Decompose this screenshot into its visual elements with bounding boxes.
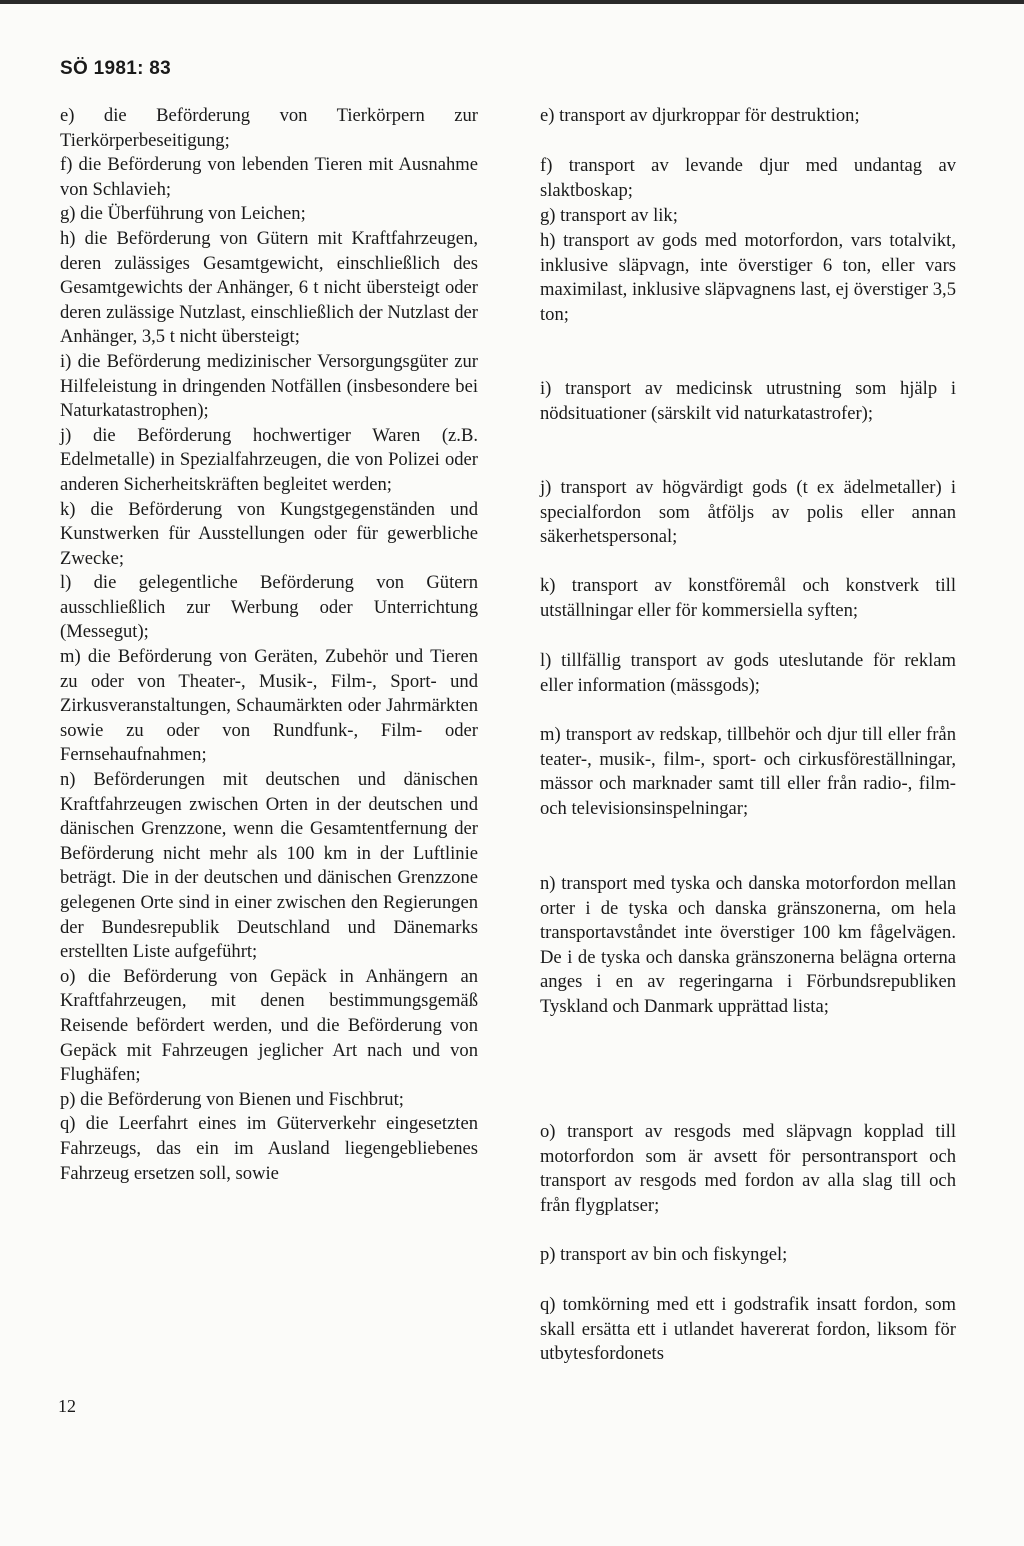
top-rule bbox=[0, 0, 1024, 4]
swedish-paragraph: n) transport med tyska och danska motorfordon mellan orter i de tyska och danska gränszonerna, om hela transportavståndet inte överstiger 100 km fågelvägen. De i de tyska och danska gränszonerna belägna orterna anges i en av regeringarna i Förbundsrepubliken Tyskland och Danmark upprättad lista; bbox=[540, 873, 956, 1017]
swedish-paragraph: q) tomkörning med ett i godstrafik insatt fordon, som skall ersätta ett i utlandet havererat fordon, liksom för utbytesfordonets bbox=[540, 1294, 956, 1365]
swedish-paragraph: j) transport av högvärdigt gods (t ex ädelmetaller) i specialfordon som åtföljs av polis eller annan säkerhetspersonal; bbox=[540, 477, 956, 548]
swedish-paragraph: h) transport av gods med motorfordon, vars totalvikt, inklusive släpvagn, inte överstiger 6 ton, eller vars maximilast, inklusive släpvagnens last, ej överstiger 3,5 ton; bbox=[540, 230, 956, 325]
german-paragraph: l) die gelegentliche Beförderung von Gütern ausschließlich zur Werbung oder Unterrichtung (Messegut); bbox=[60, 572, 478, 643]
swedish-paragraph: g) transport av lik; bbox=[540, 205, 678, 226]
page-number: 12 bbox=[58, 1396, 76, 1416]
swedish-paragraph: m) transport av redskap, tillbehör och djur till eller från teater-, musik-, film-, sport- och cirkusföreställningar, mässor och marknader samt till eller från radio-, film- och televisionsinspelningar; bbox=[540, 724, 956, 819]
german-paragraph: o) die Beförderung von Gepäck in Anhängern an Kraftfahrzeugen, mit denen bestimmungsgemäß Reisende befördert werden, und die Beförderung von Gepäck mit Fahrzeugen jeglicher Art nach und von Flughäfen; bbox=[60, 965, 478, 1086]
german-paragraph: n) Beförderungen mit deutschen und dänischen Kraftfahrzeugen zwischen Orten in der deutschen und dänischen Grenzzone, wenn die Gesamtentfernung der Beförderung nicht mehr als 100 km in der Luftlinie beträgt. Die in der deutschen und dänischen Grenzzone gelegenen Orte sind in einer zwischen den Regierungen der Bundesrepublik Deutschland und Dänemarks erstellten Liste aufgeführt; bbox=[60, 769, 478, 963]
swedish-paragraph: p) transport av bin och fiskyngel; bbox=[540, 1244, 788, 1265]
swedish-paragraph: o) transport av resgods med släpvagn kopplad till motorfordon som är avsett för persontransport och transport av resgods med fordon av alla slag till och från flygplatser; bbox=[540, 1121, 956, 1216]
swedish-column bbox=[540, 104, 956, 1404]
swedish-paragraph: f) transport av levande djur med undantag av slaktboskap; bbox=[540, 155, 956, 201]
swedish-paragraph: e) transport av djurkroppar för destruktion; bbox=[540, 105, 860, 126]
swedish-paragraph: i) transport av medicinsk utrustning som hjälp i nödsituationer (särskilt vid naturkatastrofer); bbox=[540, 378, 956, 424]
german-paragraph: g) die Überführung von Leichen; bbox=[60, 203, 306, 225]
german-paragraph: k) die Beförderung von Kungstgegenständen und Kunstwerken für Ausstellungen oder für gewerbliche Zwecke; bbox=[60, 498, 478, 569]
german-paragraph: f) die Beförderung von lebenden Tieren mit Ausnahme von Schlavieh; bbox=[60, 154, 478, 200]
german-column bbox=[60, 104, 478, 1186]
german-paragraph: m) die Beförderung von Geräten, Zubehör und Tieren zu oder von Theater-, Musik-, Film-, Sport- und Zirkusveranstaltungen, Schaumärkten oder Jahrmärkten sowie zu oder von Rundfunk-, Film- oder Fernsehaufnahmen; bbox=[60, 646, 478, 766]
german-paragraph: e) die Beförderung von Tierkörpern zur Tierkörperbeseitigung; bbox=[60, 105, 478, 151]
german-paragraph: p) die Beförderung von Bienen und Fischbrut; bbox=[60, 1088, 404, 1110]
german-paragraph: q) die Leerfahrt eines im Güterverkehr eingesetzten Fahrzeugs, das ein im Ausland liegengebliebenes Fahrzeug ersetzen soll, sowie bbox=[60, 1113, 478, 1184]
swedish-paragraph: k) transport av konstföremål och konstverk till utställningar eller för kommersiella syften; bbox=[540, 575, 956, 621]
page-header: SÖ 1981: 83 bbox=[60, 58, 172, 79]
german-paragraph: h) die Beförderung von Gütern mit Kraftfahrzeugen, deren zulässiges Gesamtgewicht, einschließlich des Gesamtgewichts der Anhänger, 6 t nicht übersteigt oder deren zulässige Nutzlast, einschließlich der Nutzlast der Anhänger, 3,5 t nicht übersteigt; bbox=[60, 227, 478, 348]
swedish-paragraph: l) tillfällig transport av gods uteslutande för reklam eller information (mässgods); bbox=[540, 650, 956, 696]
german-paragraph: i) die Beförderung medizinischer Versorgungsgüter zur Hilfeleistung in dringenden Notfällen (insbesondere bei Naturkatastrophen); bbox=[60, 350, 478, 422]
german-paragraph: j) die Beförderung hochwertiger Waren (z.B. Edelmetalle) in Spezialfahrzeugen, die von Polizei oder anderen Sicherheitskräften begleitet werden; bbox=[60, 424, 478, 495]
